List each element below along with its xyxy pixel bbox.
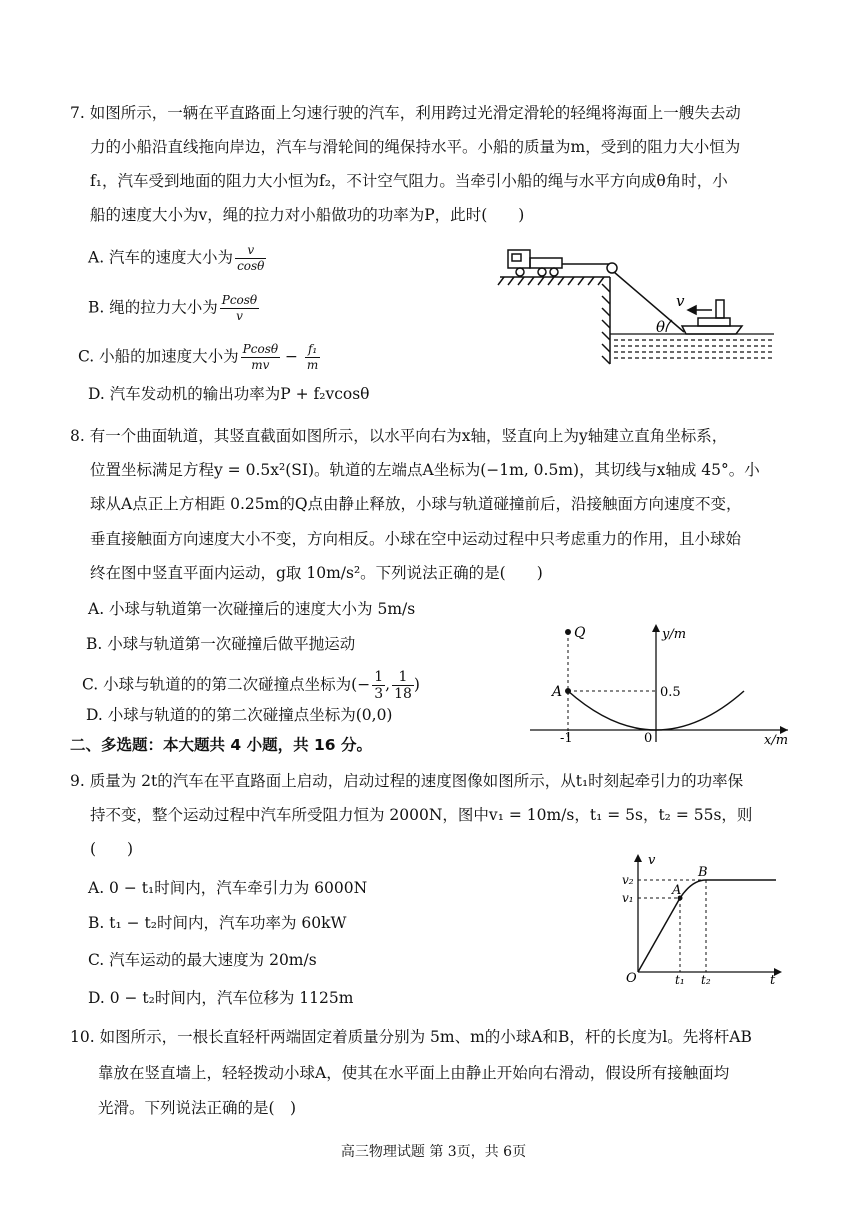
q7-line-3: f₁，汽车受到地面的阻力大小恒为f₂，不计空气阻力。当牵引小船的绳与水平方向成θ角时，小 [90,172,728,190]
v1-label: v₁ [622,891,634,905]
q7-option-a-num: v [235,243,266,259]
point-q [565,629,571,635]
curved-segment [680,880,706,898]
v2-label: v₂ [622,873,634,887]
q8-option-c-comma: , [385,675,391,694]
cliff-wall [602,277,610,364]
q7-figure [490,236,780,368]
truck-icon [508,250,562,276]
q8-option-a: A. 小球与轨道第一次碰撞后的速度大小为 5m/s [88,600,416,618]
q7-option-a-den: cosθ [237,259,265,273]
q8-line-4: 垂直接触面方向速度大小不变，方向相反。小球在空中运动过程中只考虑重力的作用，且小球始 [90,530,742,548]
q7-line-4: 船的速度大小为v，绳的拉力对小船做功的功率为P，此时( ) [90,206,525,224]
origin-label: O [626,971,637,986]
velocity-v-label: v [676,292,685,310]
q7-option-b-num: Pcosθ [221,293,258,307]
q7-option-a [88,243,266,274]
boat-icon [682,300,742,334]
q8-option-c-num1: 1 [374,669,384,685]
label-q: Q [574,625,586,641]
q8-option-b: B. 小球与轨道第一次碰撞后做平抛运动 [86,635,356,653]
q8-option-c-den2: 18 [394,686,412,702]
t-axis-label: t [770,973,776,986]
q8-option-c-close: ) [413,675,420,694]
q7-option-a-text: A. 汽车的速度大小为 [88,248,234,267]
q8-line-2: 位置坐标满足方程y = 0.5x²(SI)。轨道的左端点A坐标为(−1m, 0.5m)，其切线与x轴成 45°。小 [90,461,760,479]
q8-option-d: D. 小球与轨道的的第二次碰撞点坐标为(0,0) [86,706,393,724]
page-footer: 高三物理试题 第 3页，共 6页 [340,1144,527,1160]
q8-line-1: 8. 有一个曲面轨道，其竖直截面如图所示，以水平向右为x轴，竖直向上为y轴建立直角坐标系， [70,427,728,445]
q8-option-c [82,669,420,702]
q7-option-c-den2: m [306,358,319,372]
q10-line-3: 光滑。下列说法正确的是( ) [98,1099,297,1117]
section-2-heading: 二、多选题：本大题共 4 小题，共 16 分。 [70,736,372,754]
q7-option-c-num2: f₁ [305,342,320,358]
q7-line-2: 力的小船沿直线拖向岸边，汽车与滑轮间的绳保持水平。小船的质量为m，受到的阻力大小恒为 [90,138,741,156]
q9-line-1: 9. 质量为 2t的汽车在平直路面上启动，启动过程的速度图像如图所示，从t₁时刻起牵引力的功率保 [70,772,744,790]
q7-option-b-den: v [236,309,243,323]
y-axis-arrow [652,624,660,632]
angle-theta-label: θ [656,318,666,336]
q8-line-3: 球从A点正上方相距 0.25m的Q点由静止释放，小球与轨道碰撞前后，沿接触面方向速度不变， [90,495,742,513]
q7-option-b [88,293,259,324]
q9-option-a: A. 0 − t₁时间内，汽车牵引力为 6000N [88,879,368,897]
label-a: A [672,883,682,898]
q8-figure [526,618,796,748]
v-axis-label: v [648,853,656,868]
t1-label: t₁ [675,973,685,986]
arrow-left-icon [688,306,712,314]
t2-label: t₂ [701,973,711,986]
y-axis-label: y/m [662,627,687,642]
q7-option-c-text: C. 小船的加速度大小为 [78,347,239,366]
road-surface [498,277,610,285]
q10-line-2: 靠放在竖直墙上，轻轻拨动小球A，使其在水平面上由静止开始向右滑动，假设所有接触面均 [98,1064,730,1082]
q7-option-c-minus: − [280,347,303,366]
q7-option-b-text: B. 绳的拉力大小为 [88,298,218,317]
origin-label: 0 [644,731,653,746]
v-axis-arrow [634,854,642,862]
q8-option-c-num2: 1 [392,669,414,686]
q9-option-c: C. 汽车运动的最大速度为 20m/s [88,951,317,969]
q9-option-b: B. t₁ − t₂时间内，汽车功率为 60kW [88,914,347,932]
q8-option-c-text: C. 小球与轨道的的第二次碰撞点坐标为(− [82,675,371,694]
q9-line-2: 持不变，整个运动过程中汽车所受阻力恒为 2000N，图中v₁ = 10m/s，t₁ = 5s，t₂ = 55s，则 [90,806,753,824]
pulley-icon [607,263,617,273]
x-tick-label: -1 [560,731,573,746]
q7-option-c [78,342,320,373]
q9-line-3: ( ) [90,840,134,858]
point-a [565,688,571,694]
q7-option-c-num1: Pcosθ [242,342,279,356]
q8-option-c-den1: 3 [374,686,384,702]
q10-line-1: 10. 如图所示，一根长直轻杆两端固定着质量分别为 5m、m的小球A和B，杆的长度为l。先将杆AB [70,1028,752,1046]
label-b: B [698,865,708,880]
q7-option-c-den1: mv [251,358,270,372]
y-tick-label: 0.5 [660,685,681,700]
rope-slanted [614,272,684,332]
q9-option-d: D. 0 − t₂时间内，汽车位移为 1125m [88,989,354,1007]
q7-line-1: 7. 如图所示，一辆在平直路面上匀速行驶的汽车，利用跨过光滑定滑轮的轻绳将海面上一艘失去动 [70,104,741,122]
linear-segment [638,898,680,972]
label-a: A [552,684,563,700]
q7-option-d: D. 汽车发动机的输出功率为P + f₂vcosθ [88,385,370,403]
sea-surface [610,334,774,358]
q8-line-5: 终在图中竖直平面内运动，g取 10m/s²。下列说法正确的是( ) [90,564,543,582]
x-axis-label: x/m [764,733,789,748]
q9-figure [622,848,787,986]
